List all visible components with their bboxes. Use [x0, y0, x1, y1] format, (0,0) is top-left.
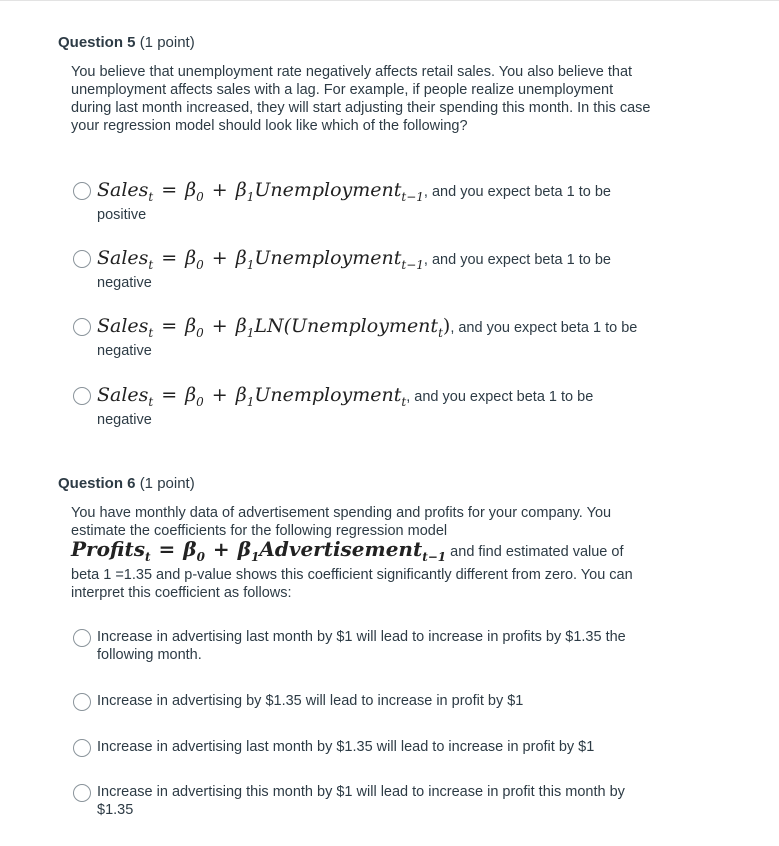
- q5-option-1[interactable]: [73, 181, 648, 224]
- q5-title: Question 5: [58, 34, 136, 51]
- equation: Sales$_t$ = $\beta_0$ + $\beta_1LN(Unemployment_t)$: [97, 315, 451, 340]
- option-text: , and you expect beta 1 to be positive: [97, 184, 611, 223]
- q6-option-4[interactable]: [73, 783, 648, 819]
- q5-header: [58, 34, 195, 51]
- equation: Sales$_t$ = $\beta_0$ + $\beta_1Unemployment_t$: [97, 384, 407, 409]
- q5-option-2[interactable]: [73, 249, 648, 292]
- q6-equation: Profits$_t$ = $\beta_0$ + $\beta_1Advertisement_{t-1}$: [71, 537, 447, 564]
- q6-prompt-text: You have monthly data of advertisement spending and profits for your company. You estimate the coefficients for the following regression model Profits$_t$ = $\beta_0$ + $\beta_1Advertisement_{t-1}$ and find estimated value of beta 1 =1.35 and p-value shows this coefficient significantly different from zero. You can interpret this coefficient as follows:: [71, 505, 633, 601]
- q6-option-1[interactable]: [73, 628, 648, 664]
- option-text: Increase in advertising last month by $1.35 will lead to increase in profit by $1: [97, 739, 595, 755]
- top-divider: [0, 0, 779, 1]
- equation: Sales$_t$ = $\beta_0$ + $\beta_1Unemployment_{t-1}$: [97, 247, 424, 272]
- option-text: Increase in advertising by $1.35 will lead to increase in profit by $1: [97, 693, 524, 709]
- radio-button[interactable]: [73, 318, 91, 336]
- q5-prompt-text: You believe that unemployment rate negatively affects retail sales. You also believe that unemployment affects sales with a lag. For example, if people realize unemployment during last month increased, they will start adjusting their spending this month. In this case your regression model should look like which of the following?: [71, 64, 651, 134]
- radio-button[interactable]: [73, 387, 91, 405]
- radio-button[interactable]: [73, 739, 91, 757]
- q6-header: [58, 475, 195, 492]
- option-text: , and you expect beta 1 to be negative: [97, 252, 611, 291]
- option-text: Increase in advertising this month by $1 will lead to increase in profit this month by $1.35: [97, 784, 625, 818]
- radio-button[interactable]: [73, 250, 91, 268]
- q6-title: Question 6: [58, 475, 136, 492]
- option-text: , and you expect beta 1 to be negative: [97, 320, 638, 359]
- q6-points: (1 point): [139, 475, 195, 492]
- q5-points: (1 point): [139, 34, 195, 51]
- radio-button[interactable]: [73, 693, 91, 711]
- radio-button[interactable]: [73, 629, 91, 647]
- q5-option-3[interactable]: [73, 317, 648, 360]
- q6-option-3[interactable]: [73, 738, 648, 756]
- radio-button[interactable]: [73, 784, 91, 802]
- q6-prompt: [71, 504, 649, 602]
- option-text: , and you expect beta 1 to be negative: [97, 389, 594, 428]
- equation: Sales$_t$ = $\beta_0$ + $\beta_1Unemployment_{t-1}$: [97, 179, 424, 204]
- option-text: Increase in advertising last month by $1 will lead to increase in profits by $1.35 the following month.: [97, 629, 626, 663]
- q5-prompt: [71, 63, 651, 135]
- radio-button[interactable]: [73, 182, 91, 200]
- q6-option-2[interactable]: [73, 692, 648, 710]
- q5-option-4[interactable]: [73, 386, 648, 429]
